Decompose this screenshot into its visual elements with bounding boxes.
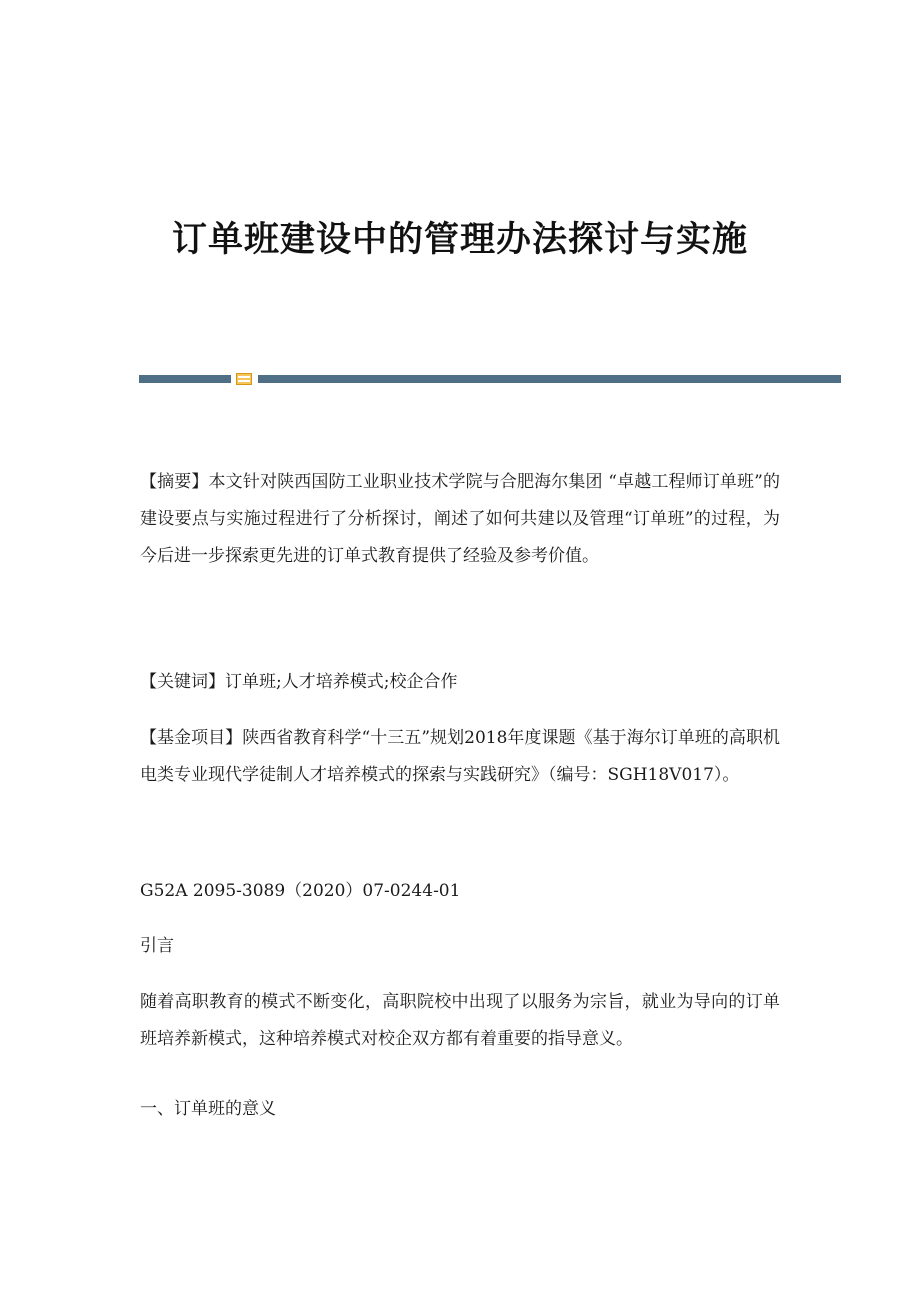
- divider-bar-right: [258, 375, 841, 383]
- divider-bar-left: [139, 375, 231, 383]
- intro-heading: 引言: [140, 936, 174, 956]
- keywords-paragraph: 【关键词】订单班;人才培养模式;校企合作: [140, 672, 458, 692]
- document-title: 订单班建设中的管理办法探讨与实施: [171, 220, 748, 260]
- abstract-paragraph: 【摘要】本文针对陕西国防工业职业技术学院与合肥海尔集团 “卓越工程师订单班”的建设要点与实施过程进行了分析探讨，阐述了如何共建以及管理“订单班”的过程，为今后进一步探索更先进的订单式教育提供了经验及参考价值。: [140, 472, 780, 566]
- envelope-icon: [236, 373, 252, 385]
- intro-paragraph: 随着高职教育的模式不断变化，高职院校中出现了以服务为宗旨，就业为导向的订单班培养新模式，这种培养模式对校企双方都有着重要的指导意义。: [140, 992, 780, 1049]
- title-divider: [139, 373, 841, 385]
- funding-paragraph: 【基金项目】陕西省教育科学“十三五”规划2018年度课题《基于海尔订单班的高职机电类专业现代学徒制人才培养模式的探索与实践研究》（编号：SGH18V017）。: [140, 728, 780, 785]
- classification-number: G52A 2095-3089（2020）07-0244-01: [140, 881, 461, 901]
- section-heading-1: 一、订单班的意义: [140, 1099, 276, 1119]
